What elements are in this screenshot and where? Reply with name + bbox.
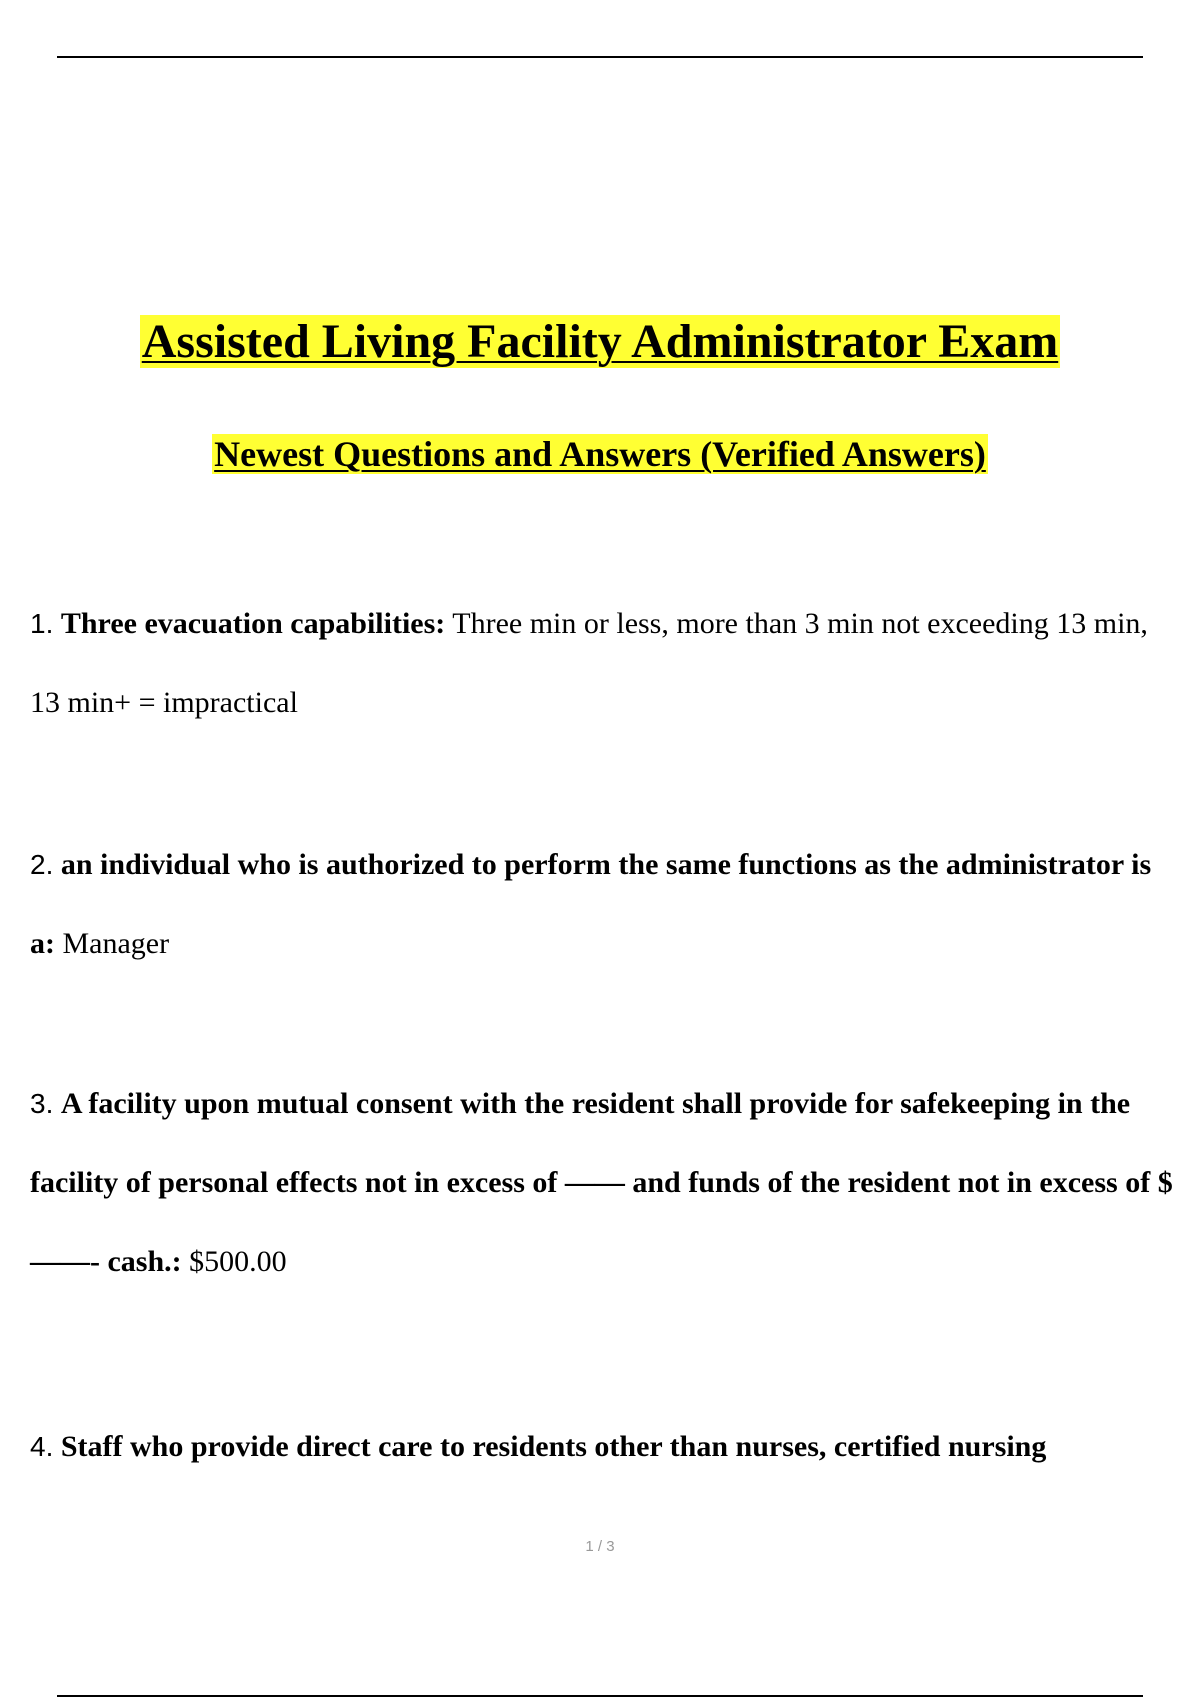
qa-item-question: an individual who is authorized to perform the same functions as the administrator is a: — [30, 848, 1152, 960]
document-subtitle-wrapper — [0, 430, 1200, 478]
qa-item-answer: $500.00 — [189, 1245, 287, 1278]
qa-item-2 — [30, 825, 1180, 983]
qa-item-number: 2. — [30, 849, 54, 880]
document-title: Assisted Living Facility Administrator Exam — [141, 315, 1059, 368]
qa-item-answer: Manager — [62, 927, 170, 960]
document-subtitle: Newest Questions and Answers (Verified Answers) — [214, 434, 986, 474]
page-counter: 1 / 3 — [585, 1538, 615, 1555]
document-title-wrapper — [0, 312, 1200, 372]
qa-item-number: 4. — [30, 1431, 54, 1462]
qa-item-number: 3. — [30, 1088, 54, 1119]
top-rule — [57, 56, 1143, 58]
qa-item-4 — [30, 1407, 1180, 1486]
qa-item-answer: Three min or less, more than 3 min not exceeding 13 min, 13 min+ = impractical — [30, 607, 1148, 719]
qa-item-1 — [30, 584, 1180, 742]
qa-item-question: A facility upon mutual consent with the resident shall provide for safekeeping in the facility of personal effects not in excess of —— and funds of the resident not in excess of $——- cash.: — [30, 1087, 1173, 1278]
qa-item-question: Staff who provide direct care to residents other than nurses, certified nursing — [60, 1430, 1047, 1463]
qa-item-3 — [30, 1064, 1180, 1301]
bottom-rule — [57, 1695, 1143, 1697]
qa-item-number: 1. — [30, 608, 54, 639]
qa-item-question: Three evacuation capabilities: — [60, 607, 446, 640]
